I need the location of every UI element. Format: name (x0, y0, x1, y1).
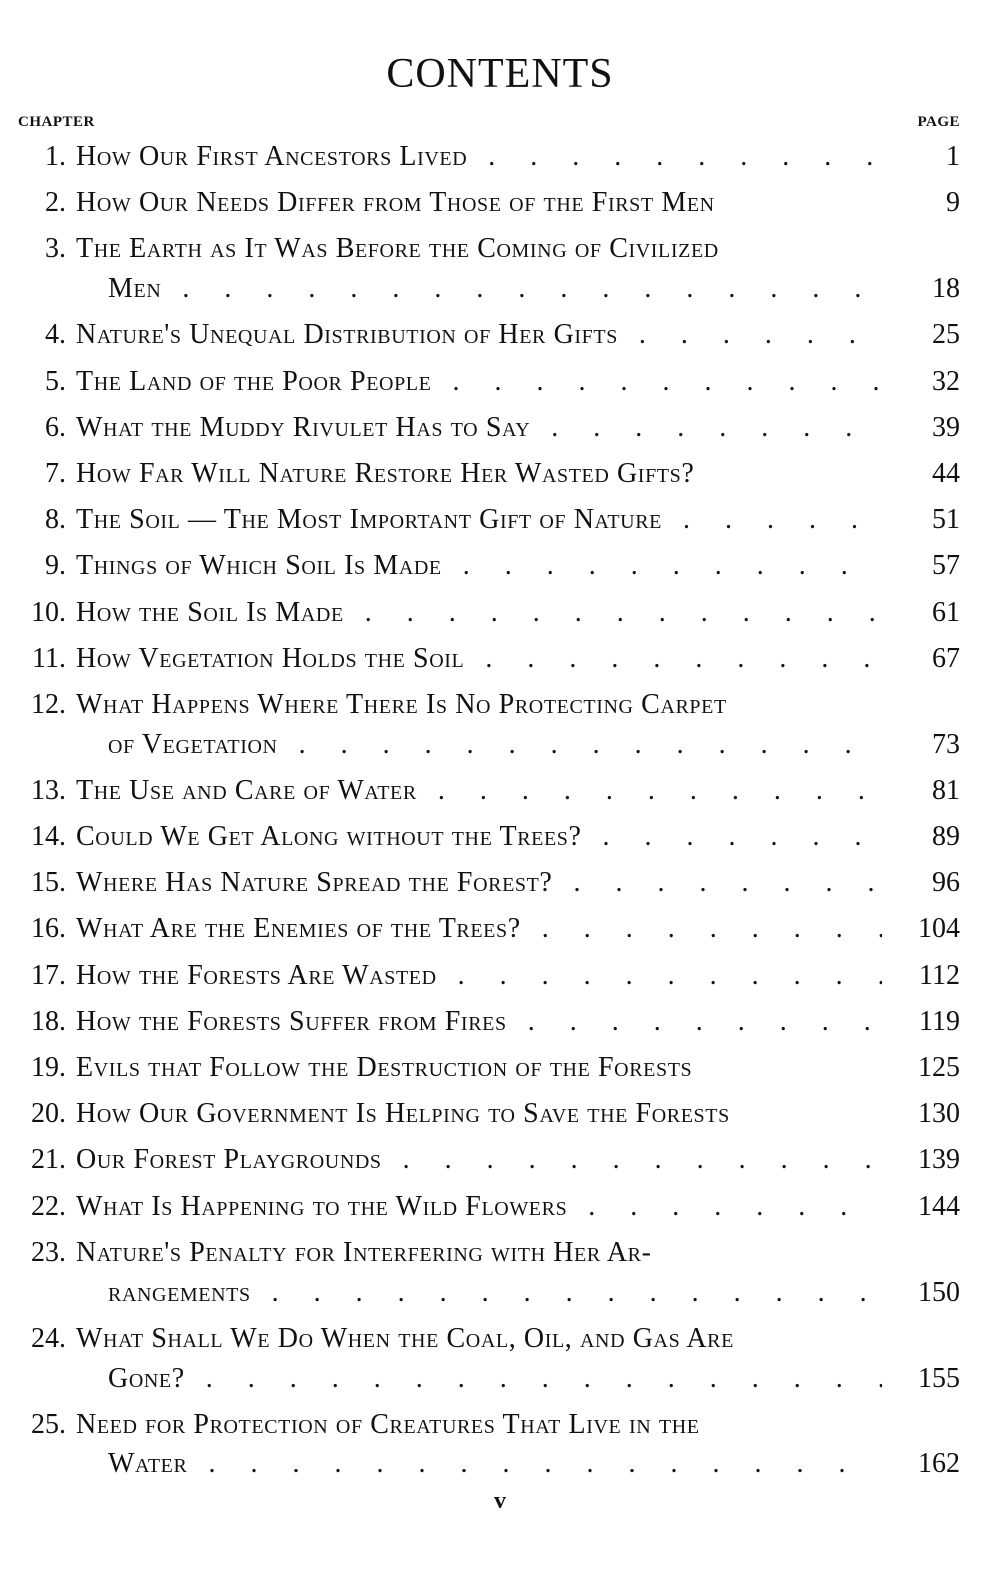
page-ref: 119 (919, 1005, 960, 1037)
toc-entry (0, 454, 1000, 494)
toc-entry (0, 1140, 1000, 1180)
toc-entry (0, 593, 1000, 633)
chapter-title: The Earth as It Was Before the Coming of Civilized (76, 233, 719, 265)
page-ref: 51 (932, 504, 960, 536)
toc-entry (0, 546, 1000, 586)
toc-entry-continuation (0, 1444, 1000, 1484)
chapter-title: How Our Government Is Helping to Save the Forests (76, 1098, 730, 1130)
toc-entry-continuation (0, 1273, 1000, 1313)
page-ref: 1 (946, 141, 960, 172)
toc-entry (0, 229, 1000, 269)
chapter-title: How the Forests Are Wasted . . . (76, 956, 882, 996)
chapter-number: 11. (32, 642, 66, 674)
chapter-number: 2. (45, 187, 66, 219)
chapter-number: 13. (31, 774, 66, 806)
chapter-title: How Our Needs Differ from Those of the First Men (76, 187, 715, 219)
chapter-title: How Our First Ancestors Lived . . . (76, 137, 882, 177)
toc-entry (0, 1319, 1000, 1359)
toc-entry (0, 956, 1000, 996)
chapter-number: 24. (31, 1322, 66, 1354)
toc-entry (0, 909, 1000, 949)
chapter-title: How Vegetation Holds the Soil . . . (76, 639, 882, 679)
chapter-number: 6. (45, 411, 66, 443)
page-ref: 104 (918, 913, 960, 945)
page-ref: 125 (918, 1052, 960, 1084)
chapter-number: 18. (31, 1005, 66, 1037)
chapter-number: 21. (31, 1144, 66, 1176)
toc-entry (0, 315, 1000, 355)
toc-entry (0, 1002, 1000, 1042)
page-ref: 61 (932, 596, 960, 628)
toc-entry (0, 137, 1000, 177)
chapter-title: What Is Happening to the Wild Flowers . . . (76, 1187, 882, 1227)
chapter-number: 3. (45, 233, 66, 265)
page-ref: 89 (932, 821, 960, 853)
toc-entry (0, 1048, 1000, 1088)
page-ref: 130 (918, 1098, 960, 1130)
toc-entry (0, 1233, 1000, 1273)
page-number: v (494, 1488, 506, 1514)
chapter-number: 23. (31, 1236, 66, 1268)
toc-entry (0, 639, 1000, 679)
page-ref: 144 (918, 1190, 960, 1222)
toc-entry (0, 408, 1000, 448)
chapter-title: Our Forest Playgrounds . . . (76, 1140, 882, 1180)
toc-entry (0, 685, 1000, 725)
chapter-title: Men . . . (108, 269, 882, 309)
chapter-title: Water . . . (108, 1444, 882, 1484)
page-title: CONTENTS (386, 51, 614, 97)
chapter-number: 4. (45, 319, 66, 351)
chapter-number: 5. (45, 365, 66, 397)
chapter-title: The Land of the Poor People . . . (76, 362, 882, 402)
chapter-number: 15. (31, 867, 66, 899)
page-ref: 18 (932, 273, 960, 305)
page-ref: 73 (932, 728, 960, 760)
chapter-title: What Shall We Do When the Coal, Oil, and Gas Are (76, 1322, 734, 1354)
page-ref: 44 (932, 457, 960, 489)
chapter-number: 8. (45, 504, 66, 536)
chapter-number: 9. (45, 550, 66, 582)
toc-entry (0, 1094, 1000, 1134)
toc-entry (0, 817, 1000, 857)
chapter-title: The Use and Care of Water . . . (76, 771, 882, 811)
page-ref: 25 (932, 319, 960, 351)
toc-entry (0, 362, 1000, 402)
chapter-title: Nature's Penalty for Interfering with Her Ar- (76, 1236, 652, 1268)
chapter-title: Gone? . . . (108, 1359, 882, 1399)
toc-entry (0, 771, 1000, 811)
chapter-title: Could We Get Along without the Trees? . . . (76, 817, 882, 857)
toc-entry (0, 1405, 1000, 1445)
chapter-number: 16. (31, 913, 66, 945)
page-ref: 39 (932, 411, 960, 443)
chapter-number: 22. (31, 1190, 66, 1222)
toc-entry-continuation (0, 269, 1000, 309)
page-ref: 155 (918, 1362, 960, 1394)
toc-entry-continuation (0, 725, 1000, 765)
page-ref: 162 (918, 1448, 960, 1480)
chapter-title: rangements . . . (108, 1273, 882, 1313)
chapter-number: 10. (31, 596, 66, 628)
page-ref: 139 (918, 1144, 960, 1176)
chapter-number: 12. (31, 688, 66, 720)
page-ref: 150 (918, 1276, 960, 1308)
chapter-number: 14. (31, 821, 66, 853)
chapter-column-label: CHAPTER (18, 114, 95, 130)
chapter-title: How the Soil Is Made . . . (76, 593, 882, 633)
chapter-title: What the Muddy Rivulet Has to Say . . . (76, 408, 882, 448)
chapter-title: How Far Will Nature Restore Her Wasted Gifts? (76, 457, 695, 489)
chapter-title: Nature's Unequal Distribution of Her Gifts . . . (76, 315, 882, 355)
toc-entry (0, 500, 1000, 540)
chapter-number: 1. (45, 141, 66, 172)
chapter-title: Evils that Follow the Destruction of the Forests (76, 1052, 693, 1084)
chapter-title: Where Has Nature Spread the Forest? . . . (76, 863, 882, 903)
chapter-title: Need for Protection of Creatures That Live in the (76, 1408, 700, 1440)
chapter-title: What Happens Where There Is No Protecting Carpet (76, 688, 727, 720)
chapter-title: The Soil — The Most Important Gift of Nature . . . (76, 500, 882, 540)
page-ref: 112 (919, 959, 960, 991)
chapter-number: 20. (31, 1098, 66, 1130)
page-ref: 57 (932, 550, 960, 582)
chapter-title: What Are the Enemies of the Trees? . . . (76, 909, 882, 949)
page-ref: 9 (946, 187, 960, 219)
chapter-number: 25. (31, 1408, 66, 1440)
page-column-label: PAGE (917, 114, 960, 130)
chapter-number: 17. (31, 959, 66, 991)
page-ref: 96 (932, 867, 960, 899)
chapter-title: Things of Which Soil Is Made . . . (76, 546, 882, 586)
toc-entry (0, 863, 1000, 903)
toc-entry-continuation (0, 1359, 1000, 1399)
toc-entry (0, 1187, 1000, 1227)
page-ref: 67 (932, 642, 960, 674)
chapter-number: 19. (31, 1052, 66, 1084)
toc-entry (0, 183, 1000, 223)
chapter-title: How the Forests Suffer from Fires . . . (76, 1002, 882, 1042)
chapter-number: 7. (45, 457, 66, 489)
chapter-title: of Vegetation . . . (108, 725, 882, 765)
page-ref: 81 (932, 774, 960, 806)
page-ref: 32 (932, 365, 960, 397)
